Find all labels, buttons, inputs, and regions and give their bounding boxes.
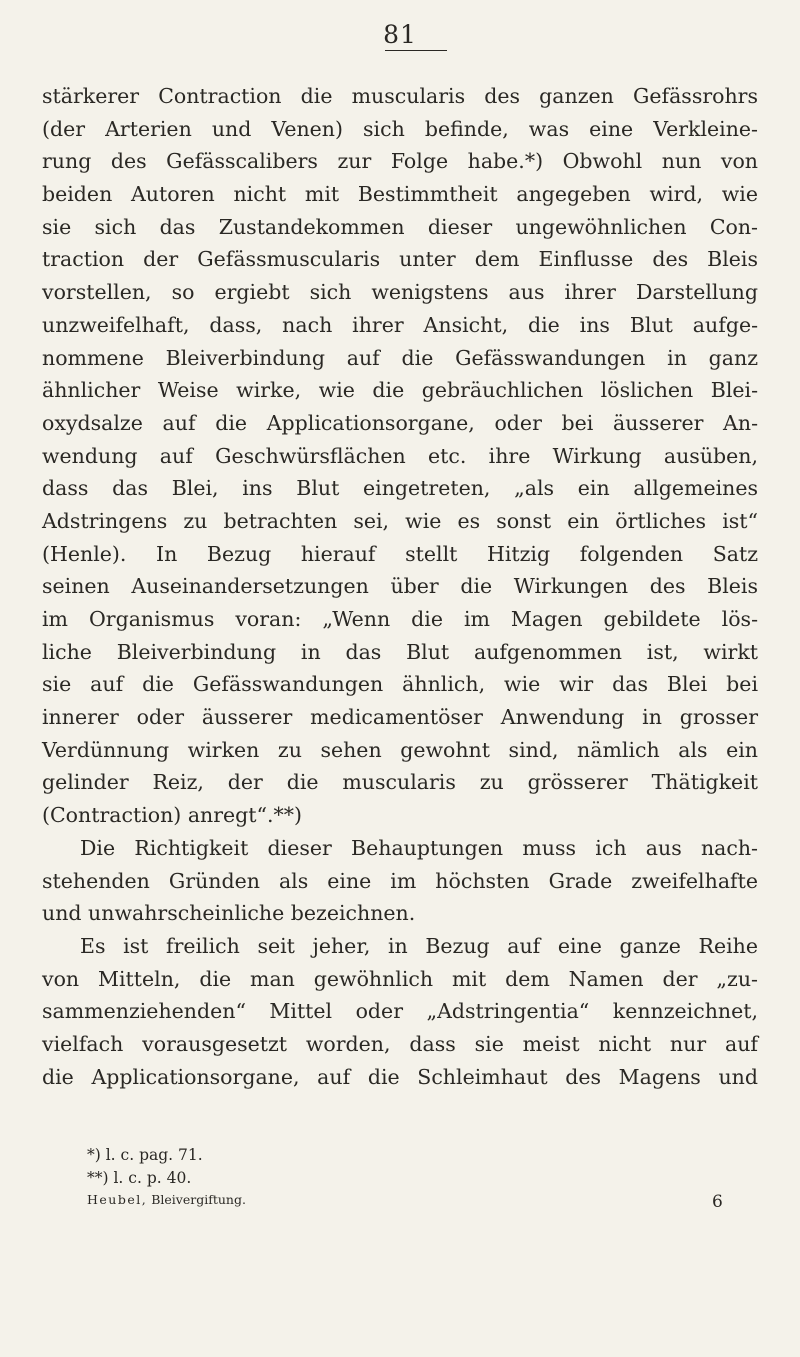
text-line: dass das Blei, ins Blut eingetreten, „als ein allgemeines bbox=[42, 476, 758, 501]
footnote: **) l. c. p. 40. bbox=[87, 1169, 192, 1187]
footnotes bbox=[87, 1144, 447, 1210]
text-line: Es ist freilich seit jeher, in Bezug auf eine ganze Reihe bbox=[80, 933, 758, 958]
imprint-title: Bleivergiftung. bbox=[151, 1192, 246, 1207]
text-line: sammenziehenden“ Mittel oder „Adstringentia“ kennzeichnet, bbox=[42, 999, 758, 1024]
text-line: von Mitteln, die man gewöhnlich mit dem Namen der „zu- bbox=[42, 966, 758, 991]
text-line: rung des Gefässcalibers zur Folge habe.*) Obwohl nun von bbox=[42, 149, 758, 174]
text-line: gelinder Reiz, der die muscularis zu grösserer Thätigkeit bbox=[42, 770, 758, 795]
page-number: 81 bbox=[383, 20, 417, 49]
text-line: seinen Auseinandersetzungen über die Wirkungen des Bleis bbox=[42, 574, 758, 599]
text-line: und unwahrscheinliche bezeichnen. bbox=[42, 901, 416, 926]
footnote: *) l. c. pag. 71. bbox=[87, 1146, 203, 1164]
text-line: (der Arterien und Venen) sich befinde, was eine Verkleine- bbox=[42, 116, 758, 141]
text-line: Die Richtigkeit dieser Behauptungen muss ich aus nach- bbox=[80, 835, 758, 860]
text-line: vorstellen, so ergiebt sich wenigstens aus ihrer Darstellung bbox=[42, 280, 758, 305]
text-line: sie auf die Gefässwandungen ähnlich, wie wir das Blei bei bbox=[42, 672, 758, 697]
text-line: stärkerer Contraction die muscularis des ganzen Gefässrohrs bbox=[42, 84, 758, 108]
text-line: vielfach vorausgesetzt worden, dass sie meist nicht nur auf bbox=[42, 1031, 758, 1056]
header-rule bbox=[385, 50, 447, 51]
text-line: sie sich das Zustandekommen dieser ungewöhnlichen Con- bbox=[42, 214, 758, 239]
text-line: (Contraction) anregt“.**) bbox=[42, 803, 303, 828]
text-line: im Organismus voran: „Wenn die im Magen gebildete lös- bbox=[42, 607, 758, 631]
text-line: liche Bleiverbindung in das Blut aufgenommen ist, wirkt bbox=[42, 639, 758, 664]
body-text bbox=[42, 80, 758, 1093]
text-line: (Henle). In Bezug hierauf stellt Hitzig folgenden Satz bbox=[42, 541, 758, 566]
text-line: die Applicationsorgane, auf die Schleimhaut des Magens und bbox=[42, 1064, 758, 1089]
imprint-author: Heubel, bbox=[87, 1192, 148, 1207]
text-line: innerer oder äusserer medicamentöser Anwendung in grosser bbox=[42, 705, 758, 730]
text-line: Adstringens zu betrachten sei, wie es sonst ein örtliches ist“ bbox=[42, 508, 758, 533]
text-line: ähnlicher Weise wirke, wie die gebräuchlichen löslichen Blei- bbox=[42, 378, 758, 403]
text-line: traction der Gefässmuscularis unter dem Einflusse des Bleis bbox=[42, 247, 758, 272]
text-line: stehenden Gründen als eine im höchsten Grade zweifelhafte bbox=[42, 868, 758, 893]
imprint-line bbox=[87, 1190, 447, 1210]
text-line: oxydsalze auf die Applicationsorgane, oder bei äusserer An- bbox=[42, 410, 758, 435]
text-line: nommene Bleiverbindung auf die Gefässwandungen in ganz bbox=[42, 345, 758, 370]
text-line: beiden Autoren nicht mit Bestimmtheit angegeben wird, wie bbox=[42, 182, 758, 207]
signature-mark: 6 bbox=[712, 1192, 723, 1212]
text-line: unzweifelhaft, dass, nach ihrer Ansicht, die ins Blut aufge- bbox=[42, 312, 758, 337]
text-line: wendung auf Geschwürsflächen etc. ihre Wirkung ausüben, bbox=[42, 443, 758, 468]
text-line: Verdünnung wirken zu sehen gewohnt sind, nämlich als ein bbox=[42, 737, 758, 762]
